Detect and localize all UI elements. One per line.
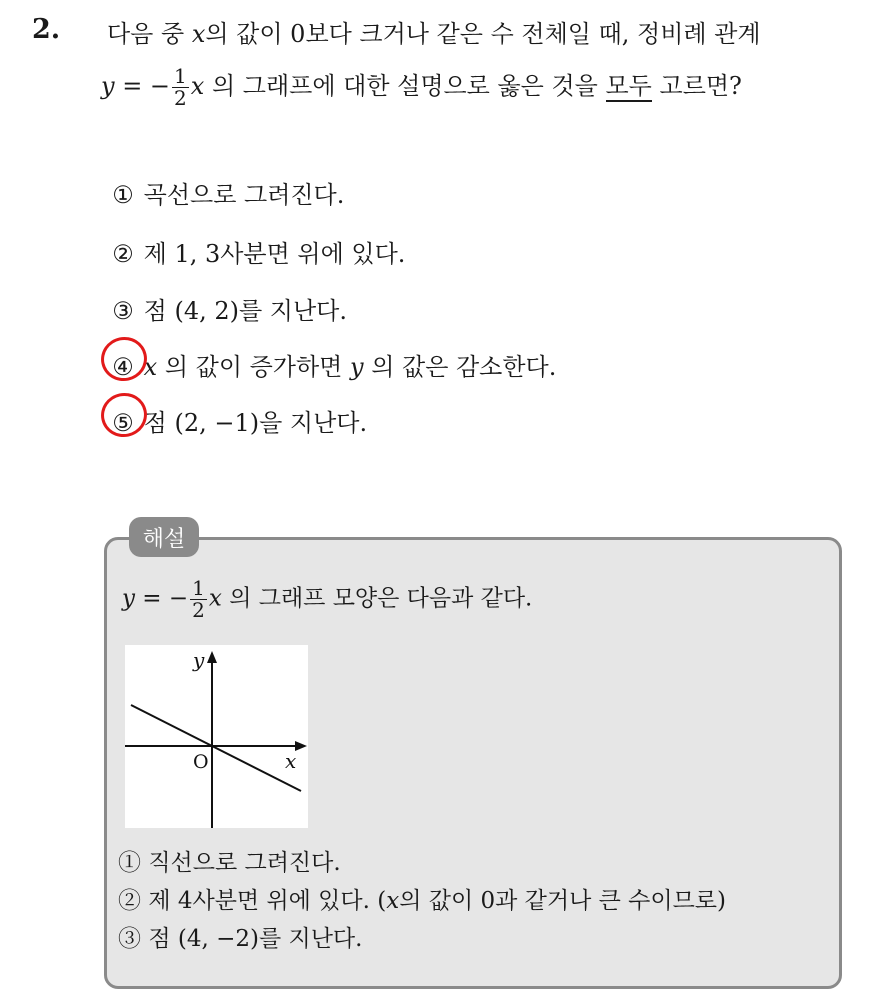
variable-x: x bbox=[190, 72, 205, 100]
variable-x: x bbox=[191, 20, 206, 48]
explanation-text: 의 그래프 모양은 다음과 같다. bbox=[221, 585, 533, 612]
choice-number: ③ bbox=[112, 297, 134, 325]
choice-number: ④ bbox=[112, 353, 134, 381]
choice-5[interactable] bbox=[110, 403, 367, 438]
note-number: ② bbox=[118, 888, 141, 914]
explanation-note-1 bbox=[118, 844, 341, 877]
variable-x: x bbox=[143, 353, 158, 381]
choice-number: ⑤ bbox=[112, 409, 134, 437]
y-axis-label: y bbox=[193, 648, 205, 672]
variable-y: y bbox=[350, 353, 364, 381]
variable-y: y bbox=[122, 585, 135, 612]
question-text: 다음 중 bbox=[107, 20, 192, 48]
fraction-denominator: 2 bbox=[174, 86, 187, 110]
graph-svg bbox=[125, 645, 308, 828]
question-text: 고르면? bbox=[651, 72, 742, 100]
choice-text: 점 (4, 2)를 지난다. bbox=[143, 297, 347, 325]
question-text: 의 그래프에 대한 설명으로 옳은 것을 bbox=[204, 72, 606, 100]
y-axis-arrow-icon bbox=[207, 651, 217, 663]
note-text: 의 값이 0과 같거나 큰 수이므로) bbox=[399, 888, 726, 914]
question-line-2 bbox=[101, 66, 742, 109]
underlined-word: 모두 bbox=[605, 72, 652, 100]
fraction-numerator: 1 bbox=[174, 64, 187, 88]
explanation-note-3 bbox=[118, 920, 362, 953]
note-text: 직선으로 그려진다. bbox=[148, 850, 341, 876]
choice-3[interactable] bbox=[110, 291, 347, 326]
choice-text: 점 (2, −1)을 지난다. bbox=[143, 409, 368, 437]
origin-label: O bbox=[193, 751, 209, 773]
note-text: 제 4사분면 위에 있다. ( bbox=[148, 888, 387, 914]
x-axis-arrow-icon bbox=[295, 741, 307, 751]
choice-text: 제 1, 3사분면 위에 있다. bbox=[143, 240, 406, 268]
fraction-denominator: 2 bbox=[192, 598, 205, 622]
choice-text: 의 값이 증가하면 bbox=[157, 353, 350, 381]
graph-line bbox=[131, 705, 301, 791]
question-line-1 bbox=[107, 14, 761, 49]
choice-1[interactable] bbox=[110, 175, 344, 210]
explanation-note-2 bbox=[118, 882, 726, 915]
choice-2[interactable] bbox=[110, 234, 405, 269]
note-number: ① bbox=[118, 850, 141, 876]
fraction bbox=[190, 578, 207, 621]
x-axis-label: x bbox=[285, 749, 297, 773]
choice-text: 곡선으로 그려진다. bbox=[143, 181, 345, 209]
fraction bbox=[172, 66, 189, 109]
variable-y: y bbox=[101, 72, 115, 100]
variable-x: x bbox=[208, 585, 222, 612]
equals-sign: = − bbox=[114, 72, 171, 100]
fraction-numerator: 1 bbox=[192, 576, 205, 600]
equals-sign: = − bbox=[135, 585, 189, 612]
explanation-intro bbox=[122, 578, 532, 621]
note-text: 점 (4, −2)를 지난다. bbox=[148, 926, 363, 952]
choice-number: ② bbox=[112, 240, 134, 268]
choice-number: ① bbox=[112, 181, 134, 209]
question-number: 2. bbox=[32, 14, 61, 45]
question-text: 의 값이 0보다 크거나 같은 수 전체일 때, 정비례 관계 bbox=[205, 20, 761, 48]
line-graph bbox=[125, 645, 308, 828]
variable-x: x bbox=[386, 888, 400, 914]
choice-4[interactable] bbox=[110, 347, 556, 382]
note-number: ③ bbox=[118, 926, 141, 952]
choice-text: 의 값은 감소한다. bbox=[363, 353, 557, 381]
explanation-tab: 해설 bbox=[129, 517, 199, 557]
